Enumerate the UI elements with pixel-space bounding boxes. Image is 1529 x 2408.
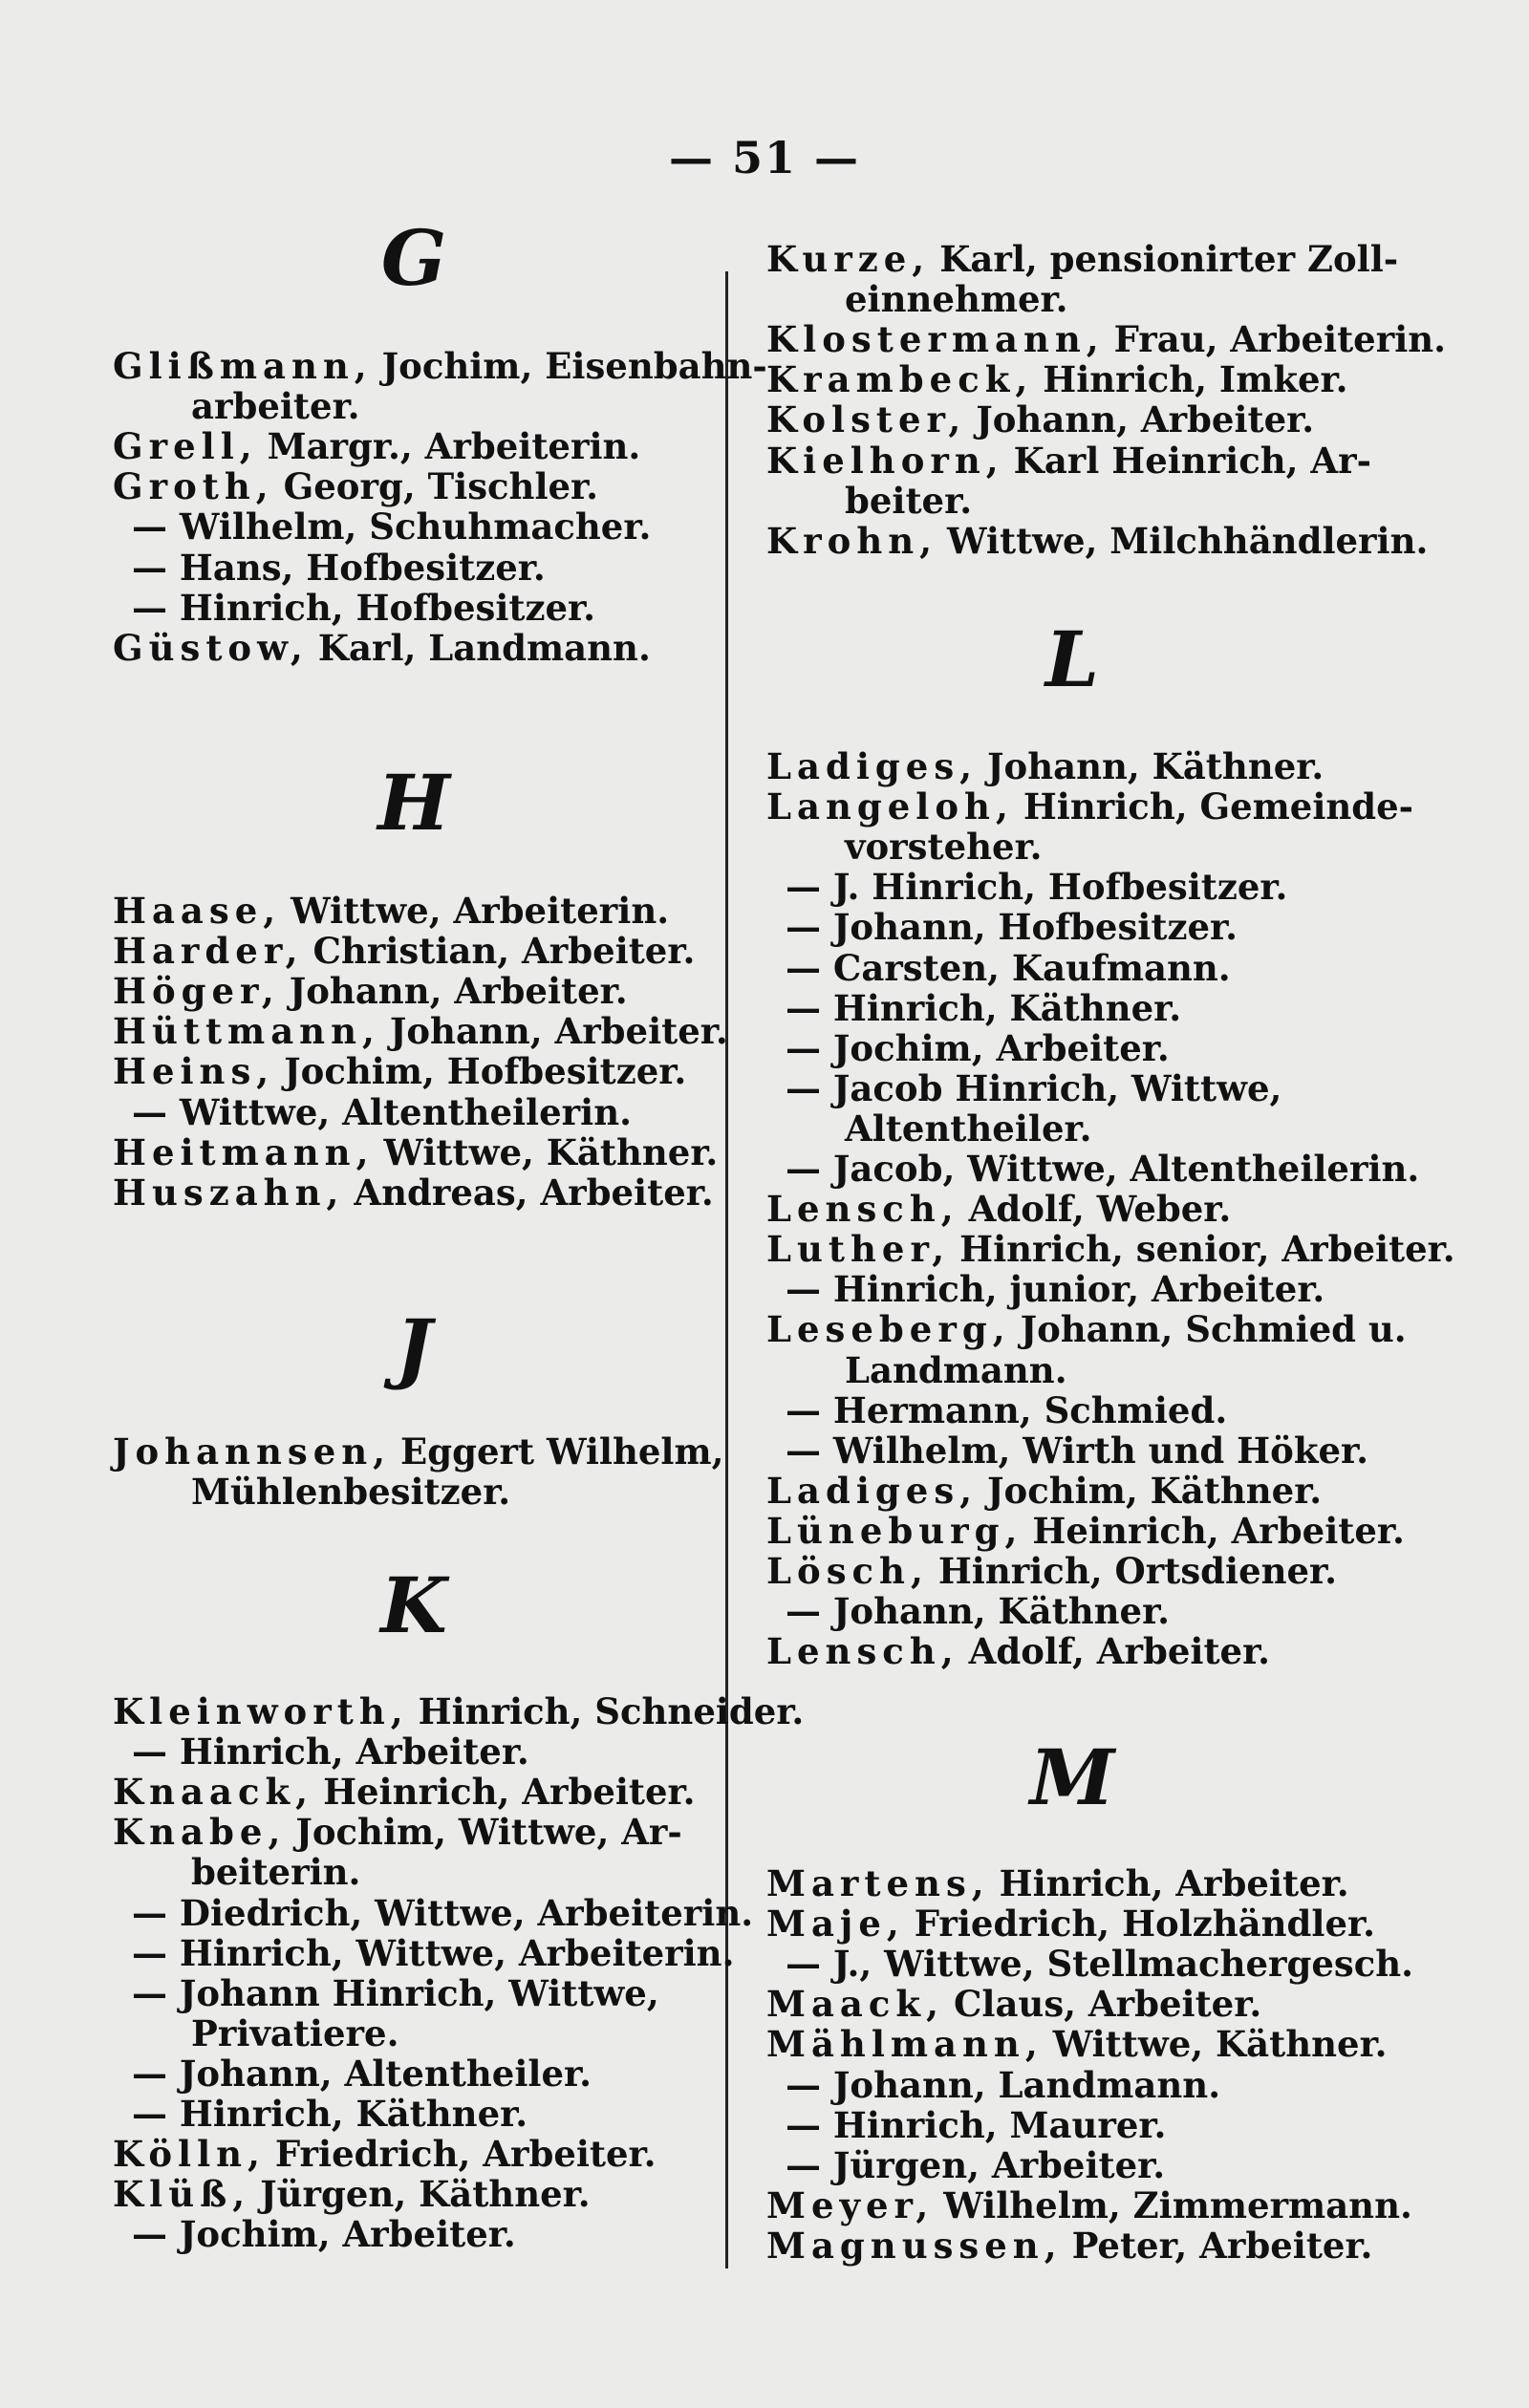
entry-line: — Hinrich, Käthner. xyxy=(132,2093,528,2135)
entry-surname: Krambeck, xyxy=(766,358,1034,401)
entry-line xyxy=(766,441,1371,481)
entry-details: Hinrich, Gemeinde- xyxy=(1023,785,1414,828)
entry-line: — Jochim, Arbeiter. xyxy=(132,2213,516,2256)
entry-line: — Carsten, Kaufmann. xyxy=(786,946,1231,989)
entry-line xyxy=(113,931,695,971)
entry-continuation: Altentheiler. xyxy=(845,1107,1092,1150)
entry-continuation: beiterin. xyxy=(191,1851,361,1894)
entry-line xyxy=(766,1189,1231,1229)
entry-continuation: Privatiere. xyxy=(191,2011,399,2054)
entry-line xyxy=(766,1631,1270,1671)
entry-details: Wittwe, Arbeiterin. xyxy=(291,890,670,932)
entry-line: — Hinrich, Wittwe, Arbeiterin. xyxy=(132,1931,735,1974)
entry-line: — Jürgen, Arbeiter. xyxy=(786,2143,1166,2186)
entry-line: — Johann, Altentheiler. xyxy=(132,2052,592,2095)
entry-line: — Wilhelm, Wirth und Höker. xyxy=(786,1429,1368,1472)
entry-line xyxy=(113,1172,714,1213)
entry-details: Johann, Arbeiter. xyxy=(389,1010,728,1053)
entry-line xyxy=(766,359,1348,399)
entry-line xyxy=(766,746,1324,786)
section-letter: G xyxy=(380,213,447,303)
entry-surname: Hüttmann, xyxy=(113,1010,380,1053)
entry-line xyxy=(113,1431,724,1472)
entry-continuation: Mühlenbesitzer. xyxy=(191,1471,511,1514)
entry-line xyxy=(113,2174,591,2214)
entry-line: — Hinrich, Arbeiter. xyxy=(132,1731,529,1774)
entry-continuation: beiter. xyxy=(845,479,973,522)
entry-surname: Kölln, xyxy=(113,2133,266,2176)
entry-surname: Kleinworth, xyxy=(113,1690,409,1732)
entry-line: — Hans, Hofbesitzer. xyxy=(132,546,546,589)
entry-details: Andreas, Arbeiter. xyxy=(354,1171,714,1214)
entry-details: Hinrich, Imker. xyxy=(1043,358,1348,401)
entry-details: Johann, Schmied u. xyxy=(1020,1308,1407,1351)
entry-surname: Meyer, xyxy=(766,2183,935,2226)
entry-line: — Jacob, Wittwe, Altentheilerin. xyxy=(786,1148,1420,1190)
entry-details: Christian, Arbeiter. xyxy=(312,930,696,973)
entry-line xyxy=(113,891,669,931)
entry-surname: Maje, xyxy=(766,1903,905,1946)
entry-details: Hinrich, senior, Arbeiter. xyxy=(959,1228,1455,1271)
entry-details: Friedrich, Arbeiter. xyxy=(274,2133,657,2176)
entry-details: Jochim, Hofbesitzer. xyxy=(284,1050,687,1093)
entry-details: Wittwe, Milchhändlerin. xyxy=(947,519,1429,562)
entry-surname: Knaack, xyxy=(113,1771,314,1814)
entry-details: Friedrich, Holzhändler. xyxy=(914,1903,1375,1946)
entry-line: — Hinrich, Käthner. xyxy=(786,986,1182,1029)
entry-line xyxy=(766,2185,1412,2225)
entry-details: Claus, Arbeiter. xyxy=(953,1983,1262,2026)
entry-line xyxy=(113,1132,718,1172)
entry-line xyxy=(766,1471,1322,1511)
entry-line: — J., Wittwe, Stellmachergesch. xyxy=(786,1943,1414,1986)
section-letter: J xyxy=(396,1302,432,1392)
entry-surname: Lensch, xyxy=(766,1188,959,1231)
entry-details: Wittwe, Käthner. xyxy=(1052,2023,1388,2066)
entry-line xyxy=(113,1812,682,1852)
entry-surname: Johannsen, xyxy=(113,1430,392,1473)
entry-details: Georg, Tischler. xyxy=(283,465,599,508)
entry-details: Peter, Arbeiter. xyxy=(1071,2224,1373,2267)
entry-line: — Diedrich, Wittwe, Arbeiterin. xyxy=(132,1891,754,1934)
entry-surname: Lüneburg, xyxy=(766,1509,1023,1552)
section-letter: L xyxy=(1044,614,1100,704)
entry-details: Johann, Arbeiter. xyxy=(289,970,628,1013)
entry-line xyxy=(113,1772,696,1812)
entry-details: Margr., Arbeiterin. xyxy=(267,425,641,468)
entry-surname: Heitmann, xyxy=(113,1130,375,1173)
entry-line xyxy=(113,1051,686,1091)
entry-details: Eggert Wilhelm, xyxy=(400,1430,724,1473)
entry-details: Jochim, Eisenbahn- xyxy=(381,345,767,387)
entry-line: — Hermann, Schmied. xyxy=(786,1388,1228,1431)
entry-line: — J. Hinrich, Hofbesitzer. xyxy=(786,866,1288,909)
entry-details: Heinrich, Arbeiter. xyxy=(323,1771,696,1814)
entry-line: — Johann, Hofbesitzer. xyxy=(786,906,1238,949)
entry-details: Heinrich, Arbeiter. xyxy=(1032,1509,1405,1552)
entry-line xyxy=(113,346,767,386)
entry-line xyxy=(113,1011,728,1051)
entry-surname: Kolster, xyxy=(766,398,967,441)
entry-surname: Maack, xyxy=(766,1983,944,2026)
entry-surname: Grell, xyxy=(113,425,258,468)
entry-details: Adolf, Arbeiter. xyxy=(968,1630,1271,1673)
entry-line xyxy=(766,521,1428,561)
entry-continuation: Landmann. xyxy=(845,1348,1067,1391)
entry-surname: Klüß, xyxy=(113,2173,251,2216)
entry-line: — Wittwe, Altentheilerin. xyxy=(132,1090,632,1133)
entry-line: — Hinrich, Hofbesitzer. xyxy=(132,586,596,629)
entry-line xyxy=(766,1984,1261,2024)
entry-surname: Lensch, xyxy=(766,1630,959,1673)
entry-surname: Lösch, xyxy=(766,1550,929,1592)
entry-details: Jochim, Käthner. xyxy=(987,1469,1323,1512)
entry-line xyxy=(113,628,651,668)
entry-surname: Langeloh, xyxy=(766,785,1014,828)
entry-surname: Höger, xyxy=(113,970,280,1013)
section-letter: K xyxy=(380,1560,447,1650)
entry-line: — Johann, Käthner. xyxy=(786,1590,1171,1633)
entry-line: — Jochim, Arbeiter. xyxy=(786,1026,1170,1069)
entry-line xyxy=(766,239,1398,279)
entry-surname: Krohn, xyxy=(766,519,938,562)
entry-details: Karl, Landmann. xyxy=(317,626,651,669)
entry-line xyxy=(766,2225,1372,2266)
entry-details: Hinrich, Arbeiter. xyxy=(999,1862,1349,1904)
entry-surname: Groth, xyxy=(113,465,274,508)
page-number: — 51 — xyxy=(668,132,861,183)
entry-line: — Hinrich, Maurer. xyxy=(786,2103,1167,2146)
entry-details: Adolf, Weber. xyxy=(968,1188,1232,1231)
entry-details: Johann, Käthner. xyxy=(987,745,1324,787)
entry-line xyxy=(766,786,1413,827)
entry-surname: Ladiges, xyxy=(766,1469,979,1512)
entry-details: Jochim, Wittwe, Ar- xyxy=(295,1811,682,1854)
entry-surname: Harder, xyxy=(113,930,304,973)
entry-line xyxy=(766,1903,1375,1944)
entry-surname: Huszahn, xyxy=(113,1171,345,1214)
entry-line: — Johann, Landmann. xyxy=(786,2063,1221,2106)
entry-line xyxy=(766,399,1314,440)
entry-line xyxy=(113,971,628,1011)
entry-surname: Luther, xyxy=(766,1228,951,1271)
entry-line xyxy=(766,1863,1349,1903)
entry-line: — Hinrich, junior, Arbeiter. xyxy=(786,1268,1325,1311)
section-letter: M xyxy=(1029,1732,1115,1822)
entry-surname: Haase, xyxy=(113,890,282,932)
entry-surname: Martens, xyxy=(766,1862,990,1904)
entry-surname: Kielhorn, xyxy=(766,439,1004,482)
entry-surname: Heins, xyxy=(113,1050,275,1093)
entry-line xyxy=(766,1309,1407,1349)
entry-details: Wilhelm, Zimmermann. xyxy=(943,2183,1412,2226)
entry-line xyxy=(766,2024,1388,2064)
entry-surname: Magnussen, xyxy=(766,2224,1063,2267)
entry-line: — Wilhelm, Schuhmacher. xyxy=(132,505,652,548)
entry-line xyxy=(113,426,640,466)
entry-line xyxy=(766,1511,1405,1551)
section-letter: H xyxy=(377,758,450,848)
entry-surname: Ladiges, xyxy=(766,745,979,787)
entry-line xyxy=(113,1691,804,1731)
entry-line xyxy=(766,319,1446,359)
entry-line: — Jacob Hinrich, Wittwe, xyxy=(786,1066,1282,1109)
entry-details: Johann, Arbeiter. xyxy=(976,398,1315,441)
entry-surname: Glißmann, xyxy=(113,345,373,387)
entry-details: Karl Heinrich, Ar- xyxy=(1013,439,1371,482)
entry-continuation: arbeiter. xyxy=(191,385,360,428)
entry-line xyxy=(113,2134,657,2174)
entry-details: Jürgen, Käthner. xyxy=(260,2173,591,2216)
entry-surname: Kurze, xyxy=(766,238,931,280)
entry-line: — Johann Hinrich, Wittwe, xyxy=(132,1971,659,2014)
entry-continuation: vorsteher. xyxy=(845,826,1043,869)
entry-line xyxy=(766,1229,1455,1269)
entry-continuation: einnehmer. xyxy=(845,278,1068,321)
entry-details: Hinrich, Schneider. xyxy=(418,1690,805,1732)
entry-surname: Leseberg, xyxy=(766,1308,1011,1351)
entry-surname: Mählmann, xyxy=(766,2023,1044,2066)
entry-details: Frau, Arbeiterin. xyxy=(1113,318,1447,361)
entry-surname: Güstow, xyxy=(113,626,309,669)
entry-line xyxy=(113,466,598,506)
entry-details: Hinrich, Ortsdiener. xyxy=(937,1550,1338,1592)
entry-surname: Knabe, xyxy=(113,1811,287,1854)
entry-line xyxy=(766,1551,1337,1591)
entry-surname: Klostermann, xyxy=(766,318,1105,361)
entry-details: Wittwe, Käthner. xyxy=(383,1130,719,1173)
entry-details: Karl, pensionirter Zoll- xyxy=(939,238,1399,280)
